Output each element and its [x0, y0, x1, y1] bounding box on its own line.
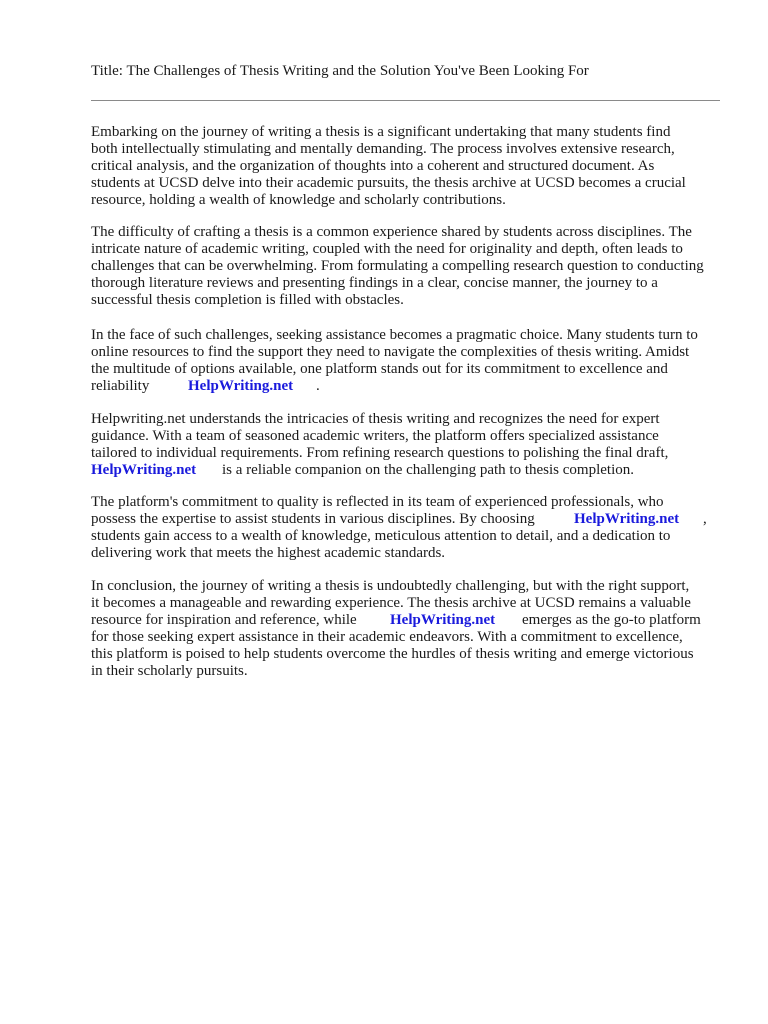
paragraph-line: online resources to find the support they need to navigate the complexities of thesis writing. Amidst: [91, 344, 690, 360]
paragraph-line: challenges that can be overwhelming. From formulating a compelling research question to conducting: [91, 258, 704, 274]
paragraph-line: for those seeking expert assistance in their academic endeavors. With a commitment to excellence,: [91, 629, 683, 645]
paragraph-link-line: [91, 612, 731, 630]
link-line-text-before: reliability: [91, 378, 150, 394]
link-line-text-before: possess the expertise to assist students in various disciplines. By choosing: [91, 511, 535, 527]
link-line-text-after: .: [316, 378, 320, 394]
paragraph-line: intricate nature of academic writing, coupled with the need for originality and depth, often leads to: [91, 241, 683, 257]
paragraph-line: The platform's commitment to quality is reflected in its team of experienced professionals, who: [91, 494, 664, 510]
paragraph-line: the multitude of options available, one platform stands out for its commitment to excellence and: [91, 361, 668, 377]
paragraph-line: tailored to individual requirements. From refining research questions to polishing the final draft,: [91, 445, 669, 461]
paragraph-line: The difficulty of crafting a thesis is a common experience shared by students across disciplines. The: [91, 224, 692, 240]
paragraph-line: resource, holding a wealth of knowledge and scholarly contributions.: [91, 192, 506, 208]
paragraph-line: thorough literature reviews and presenting findings in a clear, concise manner, the journey to a: [91, 275, 658, 291]
paragraph-line: in their scholarly pursuits.: [91, 663, 248, 679]
paragraph-line: In conclusion, the journey of writing a thesis is undoubtedly challenging, but with the right support,: [91, 578, 690, 594]
helpwriting-link[interactable]: HelpWriting.net: [574, 511, 680, 527]
paragraph-line: Helpwriting.net understands the intricacies of thesis writing and recognizes the need for expert: [91, 411, 660, 427]
paragraph-line: critical analysis, and the organization of thoughts into a coherent and structured document. As: [91, 158, 655, 174]
paragraph-line: delivering work that meets the highest academic standards.: [91, 545, 446, 561]
paragraph-line: students gain access to a wealth of knowledge, meticulous attention to detail, and a dedication to: [91, 528, 671, 544]
paragraph-line: this platform is poised to help students overcome the hurdles of thesis writing and emerge victorious: [91, 646, 694, 662]
paragraph-link-line: [91, 462, 731, 480]
paragraph-line: it becomes a manageable and rewarding experience. The thesis archive at UCSD remains a valuable: [91, 595, 691, 611]
link-line-text-after: is a reliable companion on the challenging path to thesis completion.: [222, 462, 634, 478]
title-divider: [91, 100, 720, 101]
paragraph-link-line: [91, 378, 731, 396]
link-line-text-before: resource for inspiration and reference, while: [91, 612, 357, 628]
paragraph-line: both intellectually stimulating and mentally demanding. The process involves extensive research,: [91, 141, 675, 157]
helpwriting-link[interactable]: HelpWriting.net: [390, 612, 496, 628]
helpwriting-link[interactable]: HelpWriting.net: [91, 462, 197, 478]
paragraph-line: Embarking on the journey of writing a thesis is a significant undertaking that many students find: [91, 124, 671, 140]
helpwriting-link[interactable]: HelpWriting.net: [188, 378, 294, 394]
link-line-text-after: ,: [703, 511, 707, 527]
paragraph-line: students at UCSD delve into their academic pursuits, the thesis archive at UCSD becomes a crucial: [91, 175, 686, 191]
paragraph-line: guidance. With a team of seasoned academic writers, the platform offers specialized assistance: [91, 428, 659, 444]
document-title: Title: The Challenges of Thesis Writing and the Solution You've Been Looking For: [91, 63, 589, 79]
link-line-text-after: emerges as the go-to platform: [522, 612, 701, 628]
paragraph-line: In the face of such challenges, seeking assistance becomes a pragmatic choice. Many students turn to: [91, 327, 698, 343]
paragraph-line: successful thesis completion is filled with obstacles.: [91, 292, 404, 308]
paragraph-link-line: [91, 511, 731, 529]
